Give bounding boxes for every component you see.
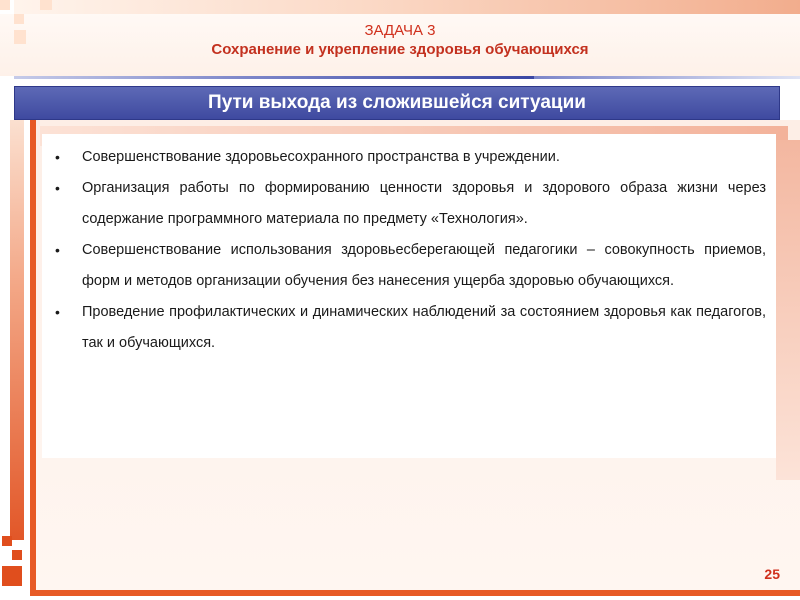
- header-underline: [14, 76, 534, 79]
- bullet-marker: •: [55, 149, 60, 165]
- task-title: ЗАДАЧА 3: [364, 22, 436, 39]
- top-decorative-bar: [14, 0, 800, 14]
- slide-header: [0, 22, 800, 59]
- decorative-square: [12, 550, 22, 560]
- page-number: 25: [764, 566, 780, 582]
- bullet-marker: •: [55, 242, 60, 258]
- list-item: [52, 142, 766, 173]
- list-item-text: Совершенствование здоровьесохранного пространства в учреждении.: [82, 149, 560, 165]
- section-banner: Пути выхода из сложившейся ситуации: [14, 86, 780, 120]
- list-item-text: Совершенствование использования здоровьесберегающей педагогики – совокупность приемов, форм и методов организации обучения без нанесения ущерба здоровью обучающихся.: [82, 242, 766, 289]
- decorative-square: [2, 566, 22, 586]
- decorative-square: [2, 536, 12, 546]
- list-item: [52, 173, 766, 235]
- decorative-square: [40, 0, 52, 10]
- header-underline-fade: [534, 76, 800, 79]
- bullet-marker: •: [55, 180, 60, 196]
- list-item-text: Организация работы по формированию ценности здоровья и здорового образа жизни через содержание программного материала по предмету «Технология».: [82, 180, 766, 227]
- decorative-square: [0, 0, 10, 10]
- bullet-list: [52, 142, 766, 359]
- list-item: [52, 297, 766, 359]
- bullet-marker: •: [55, 304, 60, 320]
- list-item-text: Проведение профилактических и динамических наблюдений за состоянием здоровья как педагогов, так и обучающихся.: [82, 304, 766, 351]
- task-subtitle: Сохранение и укрепление здоровья обучающихся: [211, 41, 589, 58]
- list-item: [52, 235, 766, 297]
- content-panel: [42, 134, 776, 458]
- right-gradient-rail: [776, 140, 800, 480]
- left-gradient-rail: [10, 120, 24, 540]
